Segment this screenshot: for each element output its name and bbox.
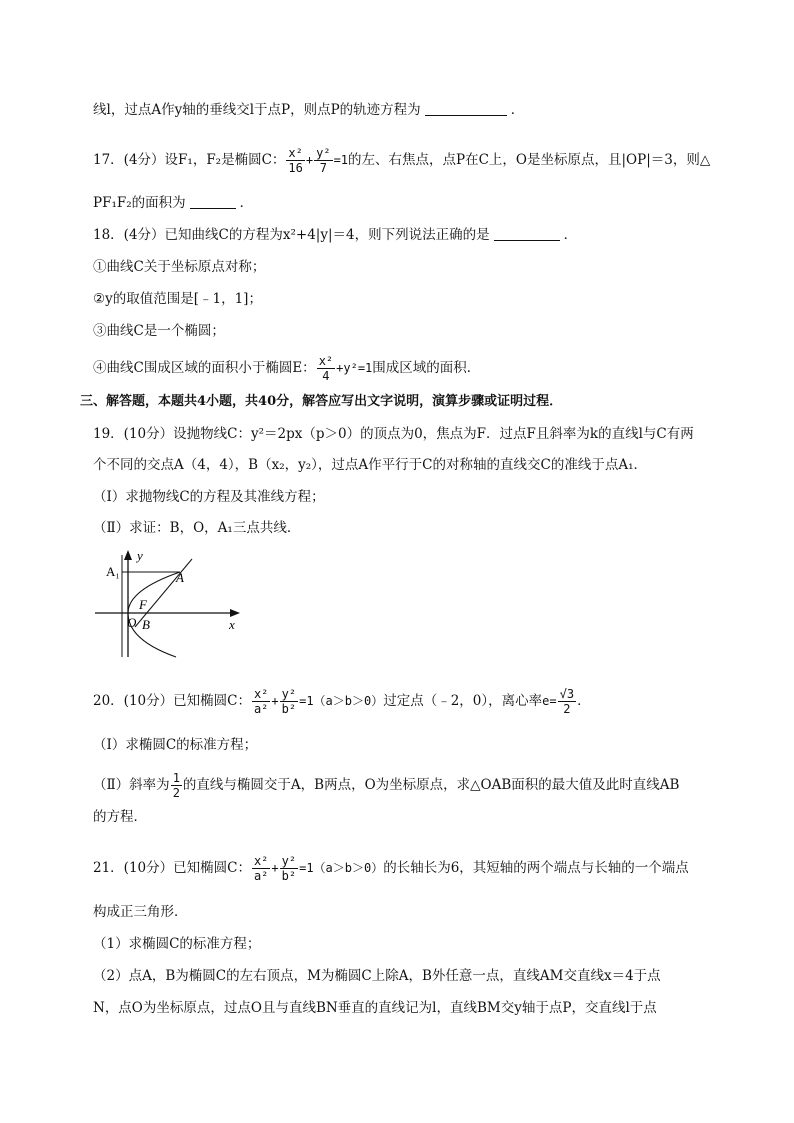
q17-stem: 17．(4分）设F₁，F₂是椭圆C： $\frac{\text{x²}}{16}$ + $\frac{\text{y²}}{7}$ =1的左、右焦点，点P在C上，O是坐标原点，且|OP|＝3，则△ [93,146,711,175]
q20-part2-line2: 的方程． [93,809,147,825]
q20-frac-e: $\frac{√3}{2}$ [559,687,575,716]
label-y: y [137,548,143,563]
q18-option-1: ①曲线C关于坐标原点对称； [93,259,266,275]
q21-part2-line2: N，点O为坐标原点，过点O且与直线BN垂直的直线记为l，直线BM交y轴于点P，交直线l于点 [93,1000,657,1016]
q18-answer-blank[interactable] [494,226,560,241]
parabola-figure [90,545,250,663]
q17-frac-y: $\frac{\text{y²}}{7}$ [316,146,331,175]
label-x: x [229,617,235,632]
label-F: F [139,597,147,612]
q21-part2-line1: （2）点A，B为椭圆C的左右顶点，M为椭圆C上除A，B外任意一点，直线AM交直线x＝4于点 [93,968,661,984]
q20-frac-x: $\frac{\text{x²}}{\text{a²}}$ [253,687,269,716]
q17-prefix: 17．(4分）设F₁，F₂是椭圆C： [93,152,286,168]
label-B: B [142,617,150,632]
q21-frac-y: $\frac{\text{y²}}{\text{b²}}$ [281,854,297,883]
q16-tail-text: 线l，过点A作y轴的垂线交l于点P，则点P的轨迹方程为 [93,102,421,118]
q21-line2: 构成正三角形． [93,904,188,920]
q20-frac-y: $\frac{\text{y²}}{\text{b²}}$ [281,687,297,716]
q19-part2: （Ⅱ）求证：B，O，A₁三点共线． [93,520,301,536]
q16-tail: 线l，过点A作y轴的垂线交l于点P，则点P的轨迹方程为 ． [93,102,525,118]
q20-part1: （Ⅰ）求椭圆C的标准方程； [93,737,258,753]
label-O: O [127,615,137,630]
label-A1: A₁ [106,564,120,579]
q21-frac-x: $\frac{\text{x²}}{\text{a²}}$ [253,854,269,883]
q18-option-2: ②y的取值范围是[﹣1，1]； [93,291,262,307]
section-3-title: 三、解答题，本题共4小题，共40分，解答应写出文字说明，演算步骤或证明过程． [80,394,563,409]
q20-stem: 20．(10分）已知椭圆C： $\frac{\text{x²}}{\text{a²}}$ + $\frac{\text{y²}}{\text{b²}}$ =1（a＞b＞0）过定点（﹣2，0），离心率e= $\frac{√3}{2}$ ． [93,687,591,716]
q17-answer-blank[interactable] [190,194,236,209]
q18-frac: $\frac{\text{x²}}{4}$ [318,354,334,383]
q21-part1: （1）求椭圆C的标准方程； [93,936,261,952]
q18-stem: 18．(4分）已知曲线C的方程为x²+4|y|＝4，则下列说法正确的是 ． [93,227,578,243]
q18-option-4: ④曲线C围成区域的面积小于椭圆E： $\frac{\text{x²}}{4}$ +y²=1围成区域的面积． [93,354,481,383]
q16-answer-blank[interactable] [425,101,507,116]
q21-stem: 21．(10分）已知椭圆C： $\frac{\text{x²}}{\text{a²}}$ + $\frac{\text{y²}}{\text{b²}}$ =1（a＞b＞0）的长轴长为6，其短轴的两个端点与长轴的一个端点 [93,854,689,883]
q19-part1: （Ⅰ）求抛物线C的方程及其准线方程； [93,489,325,505]
label-A: A [176,570,184,585]
q17-suffix: 的左、右焦点，点P在C上，O是坐标原点，且|OP|＝3，则△ [348,152,711,168]
q18-option-3: ③曲线C是一个椭圆； [93,323,225,339]
x-axis-arrow [230,609,240,617]
q20-part2: （Ⅱ）斜率为 $\frac{1}{2}$ 的直线与椭圆交于A，B两点，O为坐标原点，求△OAB面积的最大值及此时直线AB [93,771,680,800]
q19-line2: 个不同的交点A（4，4），B（x₂，y₂），过点A作平行于C的对称轴的直线交C的准线于点A₁． [93,457,647,473]
q17-frac-x: $\frac{\text{x²}}{16}$ [288,146,303,175]
q19-line1: 19．(10分）设抛物线C：y²＝2px（p＞0）的顶点为0，焦点为F．过点F且斜率为k的直线l与C有两 [93,426,694,442]
y-axis-arrow [124,550,132,560]
q20-frac-slope: $\frac{1}{2}$ [172,771,180,800]
q17-line2: PF₁F₂的面积为 ． [93,195,254,211]
